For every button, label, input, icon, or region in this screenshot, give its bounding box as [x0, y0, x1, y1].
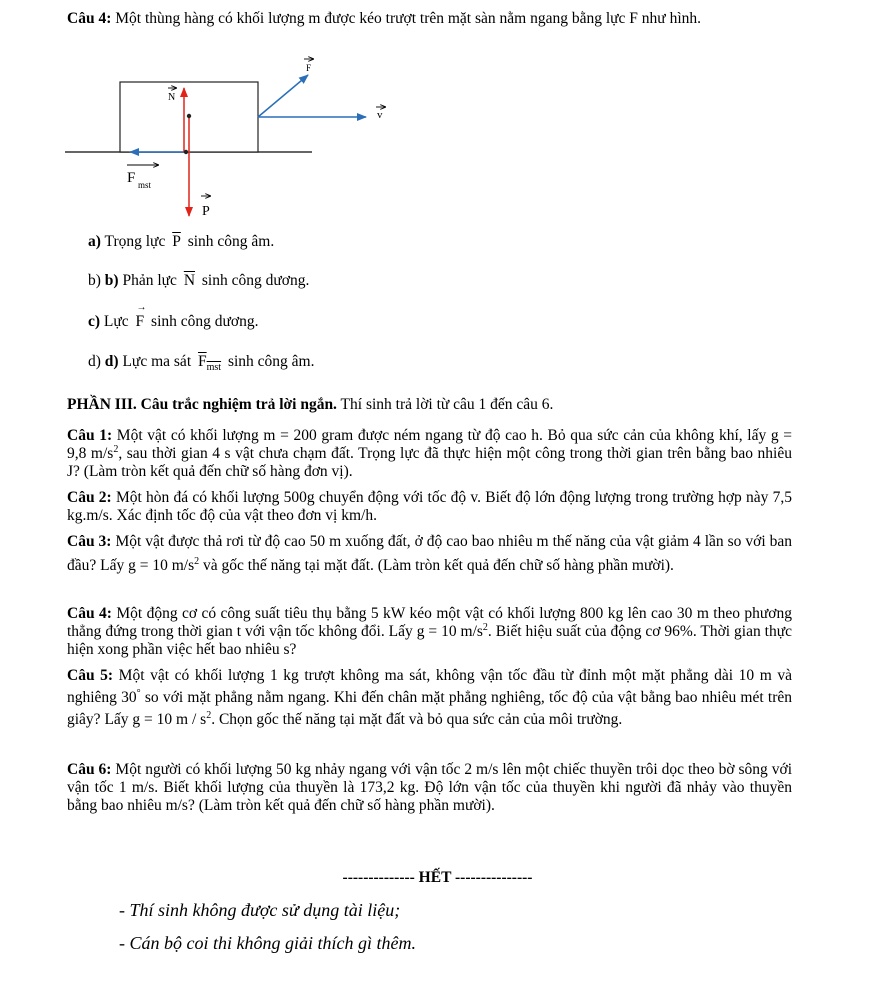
part3-instruction: Thí sinh trả lời từ câu 1 đến câu 6.: [340, 396, 554, 413]
option-a-text: Trọng lực: [104, 233, 166, 250]
footer-note-1: - Thí sinh không được sử dụng tài liệu;: [119, 900, 401, 920]
contact-dot: [184, 150, 188, 154]
option-c-prefix: c): [88, 313, 101, 330]
q4-label: Câu 4:: [67, 10, 112, 27]
force-F-arrow: [258, 75, 308, 117]
option-b-text: Phản lực: [122, 272, 177, 289]
option-b: [88, 272, 309, 290]
label-N: N: [168, 92, 176, 103]
option-d-prefix2: d): [104, 353, 119, 370]
question-5-text-a: Một vật có khối lượng 1 kg trượt không ma sát, không vận tốc đầu từ đỉnh một mặt phẳng dài 10 m và nghiêng 30: [67, 667, 792, 706]
question-3-label: Câu 3:: [67, 533, 112, 550]
question-2-label: Câu 2:: [67, 489, 112, 506]
question-3-text-a: Một vật được thả rơi từ độ cao 50 m xuống đất, ở độ cao bao nhiêu m thế năng của vật giảm 4 lần so với ban đầu? Lấy g = 10 m/s: [67, 533, 793, 574]
option-d: [88, 353, 315, 374]
option-a-text-after: sinh công âm.: [187, 233, 275, 250]
option-b-text-after: sinh công dương.: [201, 272, 310, 289]
option-c-symbol-wrap: → F: [135, 302, 147, 330]
center-dot: [187, 114, 191, 118]
question-4: Câu 4: Một động cơ có công suất tiêu thụ bằng 5 kW kéo một vật có khối lượng 800 kg lên cao 30 m theo phương thẳng đứng trong thời gian t với vận tốc không đổi. Lấy g = 10 $m/s^2$. Biết hiệu suất của động cơ 96%. Thời gian thực hiện xong phần việc hết bao nhiêu s?: [67, 605, 792, 658]
question-1-text-a: Một vật có khối lượng m = 200 gram được ném ngang từ độ cao h. Bỏ qua sức cản của không khí, lấy g = 9,8 m/s: [67, 427, 792, 462]
option-d-symbol-wrap: [198, 353, 222, 374]
option-d-text: Lực ma sát: [122, 353, 192, 370]
option-d-prefix: d): [88, 353, 101, 370]
question-1-label: Câu 1:: [67, 427, 113, 444]
option-d-symbol: F: [198, 353, 207, 370]
q4-intro: [67, 10, 792, 28]
option-d-text-after: sinh công âm.: [227, 353, 315, 370]
question-1: Câu 1: Một vật có khối lượng m = 200 gram được ném ngang từ độ cao h. Bỏ qua sức cản của không khí, lấy g = 9,8 $m/s^2$, sau thời gian 4 s vật chưa chạm đất. Trọng lực đã thực hiện một công trong thời gian trên bằng bao nhiêu J? (Làm tròn kết quả đến chữ số hàng đơn vị).: [67, 427, 792, 480]
option-a-prefix: a): [88, 233, 101, 250]
footer-note-2: - Cán bộ coi thi không giải thích gì thêm.: [119, 933, 416, 953]
question-5-text-c: . Chọn gốc thế năng tại mặt đất và bỏ qua sức cản của môi trường.: [211, 711, 623, 728]
label-P: P: [202, 204, 210, 219]
question-4-text-b: . Biết hiệu suất của động cơ 96%. Thời gian thực hiện xong phần việc hết bao nhiêu s?: [67, 623, 792, 658]
part3-heading: PHẦN III. Câu trắc nghiệm trả lời ngắn.: [67, 396, 337, 413]
force-diagram: [60, 52, 400, 227]
question-6-label: Câu 6:: [67, 761, 112, 778]
question-6-text: Một người có khối lượng 50 kg nhảy ngang với vận tốc 2 m/s lên một chiếc thuyền trôi dọc theo bờ sông với vận tốc 1 m/s. Biết khối lượng của thuyền là 173,2 kg. Độ lớn vận tốc của thuyền khi người đã nhảy vào thuyền bằng bao nhiêu m/s? (Làm tròn kết quả đến chữ số hàng phần mười).: [67, 761, 792, 814]
option-b-symbol: $\overline{N}$: [183, 272, 196, 289]
question-4-text-a: Một động cơ có công suất tiêu thụ bằng 5 kW kéo một vật có khối lượng 800 kg lên cao 30 m theo phương thẳng đứng trong thời gian t với vận tốc không đổi. Lấy g = 10 m/s: [67, 605, 792, 640]
option-c-symbol: F: [135, 313, 145, 330]
question-2: [67, 489, 792, 525]
option-b-prefix2: b): [104, 272, 119, 289]
option-c: [88, 302, 259, 331]
label-F: F: [306, 63, 312, 73]
option-a: [88, 233, 274, 251]
question-4-label: Câu 4:: [67, 605, 112, 622]
question-5-label: Câu 5:: [67, 667, 114, 684]
question-1-text-b: , sau thời gian 4 s vật chưa chạm đất. Trọng lực đã thực hiện một công trong thời gian trên bằng bao nhiêu J? (Làm tròn kết quả đến chữ số hàng đơn vị).: [67, 445, 792, 480]
label-Fmst: F: [127, 170, 136, 186]
label-Fmst-sub: mst: [138, 180, 152, 190]
question-3-text-b: và gốc thế năng tại mặt đất. (Làm tròn kết quả đến chữ số hàng phần mười).: [199, 557, 674, 574]
end-marker: -------------- HẾT ---------------: [342, 869, 533, 886]
option-a-symbol: $\overline{P}$: [172, 233, 181, 250]
question-3: Câu 3: Một vật được thả rơi từ độ cao 50 m xuống đất, ở độ cao bao nhiêu m thế năng của vật giảm 4 lần so với ban đầu? Lấy g = 10 $m/s^2$ và gốc thế năng tại mặt đất. (Làm tròn kết quả đến chữ số hàng phần mười).: [67, 533, 793, 574]
option-b-prefix: b): [88, 272, 101, 289]
question-5: Câu 5: Một vật có khối lượng 1 kg trượt không ma sát, không vận tốc đầu từ đỉnh một mặt phẳng dài 10 m và nghiêng 30° so với mặt phẳng nằm ngang. Khi đến chân mặt phẳng nghiêng, tốc độ của vật bằng bao nhiêu mét trên giây? Lấy g = 10 m / $s^2$. Chọn gốc thế năng tại mặt đất và bỏ qua sức cản của môi trường.: [67, 667, 793, 728]
question-6: [67, 761, 792, 815]
q4-text: Một thùng hàng có khối lượng m được kéo trượt trên mặt sàn nằm ngang bằng lực F như hình.: [115, 10, 701, 27]
option-d-symbol-sub: mst: [206, 362, 222, 374]
option-c-text: Lực: [103, 313, 129, 330]
question-2-text: Một hòn đá có khối lượng 500g chuyển động với tốc độ v. Biết độ lớn động lượng trong trường hợp này 7,5 kg.m/s. Xác định tốc độ của vật theo đơn vị km/h.: [67, 489, 792, 524]
question-5-text-b: so với mặt phẳng nằm ngang. Khi đến chân mặt phẳng nghiêng, tốc độ của vật bằng bao nhiêu mét trên giây? Lấy g = 10 m / s: [67, 689, 793, 728]
part3-header: [67, 396, 792, 414]
option-c-text-after: sinh công dương.: [151, 313, 259, 330]
label-v: v: [377, 109, 383, 121]
